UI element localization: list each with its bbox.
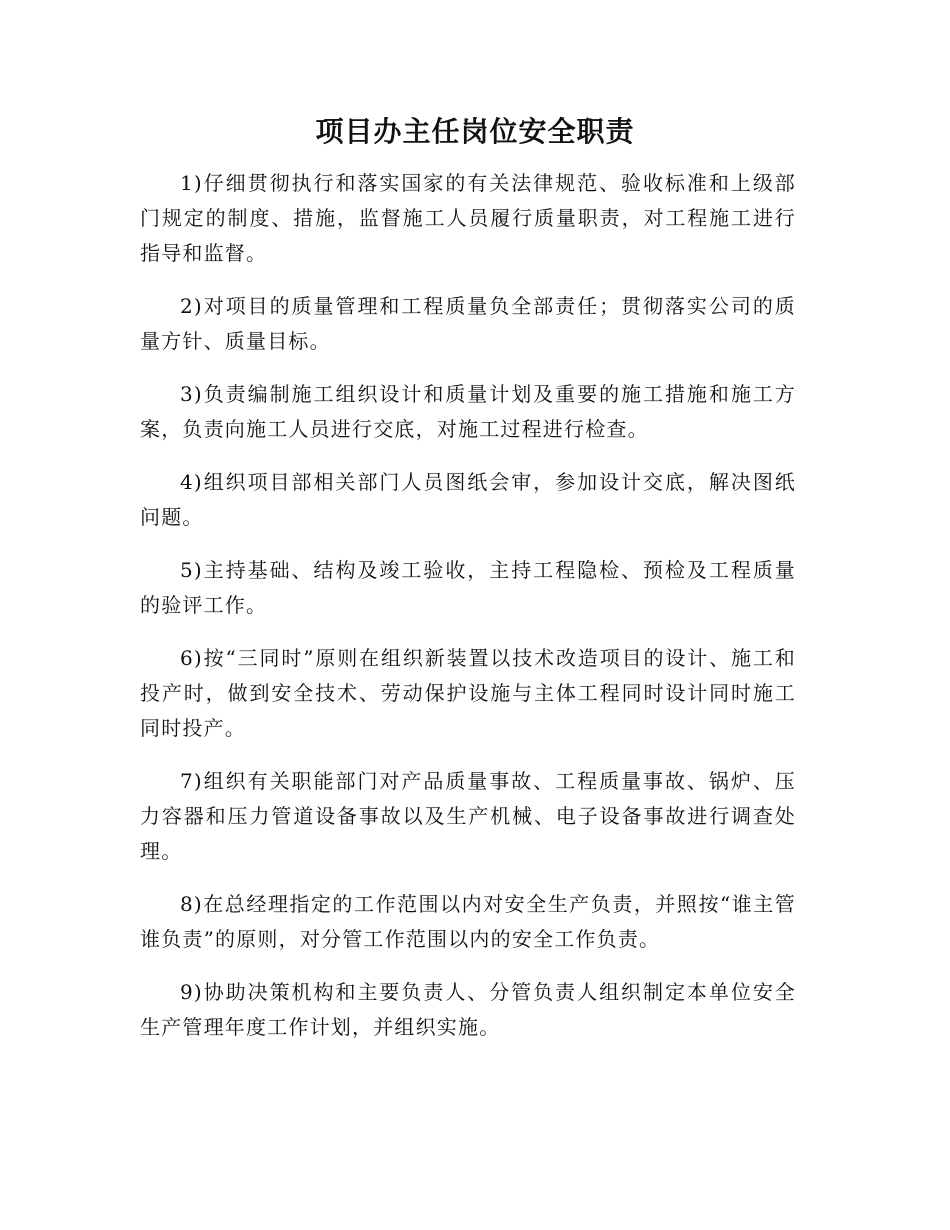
- paragraph-4: 4)组织项目部相关部门人员图纸会审，参加设计交底，解决图纸问题。: [140, 470, 796, 529]
- paragraph-9: 9)协助决策机构和主要负责人、分管负责人组织制定本单位安全生产管理年度工作计划，并组织实施。: [140, 980, 796, 1039]
- paragraph-8: 8)在总经理指定的工作范围以内对安全生产负责，并照按“谁主管谁负责”的原则，对分管工作范围以内的安全工作负责。: [140, 892, 796, 951]
- document-title: 项目办主任岗位安全职责: [315, 115, 635, 148]
- paragraph-3: 3)负责编制施工组织设计和质量计划及重要的施工措施和施工方案，负责向施工人员进行交底，对施工过程进行检查。: [140, 382, 796, 441]
- paragraph-6: 6)按“三同时”原则在组织新装置以技术改造项目的设计、施工和投产时，做到安全技术、劳动保护设施与主体工程同时设计同时施工同时投产。: [140, 646, 796, 740]
- paragraph-1: 1)仔细贯彻执行和落实国家的有关法律规范、验收标准和上级部门规定的制度、措施，监督施工人员履行质量职责，对工程施工进行指导和监督。: [140, 171, 796, 265]
- paragraph-2: 2)对项目的质量管理和工程质量负全部责任；贯彻落实公司的质量方针、质量目标。: [140, 294, 796, 353]
- paragraph-7: 7)组织有关职能部门对产品质量事故、工程质量事故、锅炉、压力容器和压力管道设备事故以及生产机械、电子设备事故进行调查处理。: [140, 769, 796, 863]
- paragraph-5: 5)主持基础、结构及竣工验收，主持工程隐检、预检及工程质量的验评工作。: [140, 558, 796, 617]
- document-body: [140, 166, 796, 1063]
